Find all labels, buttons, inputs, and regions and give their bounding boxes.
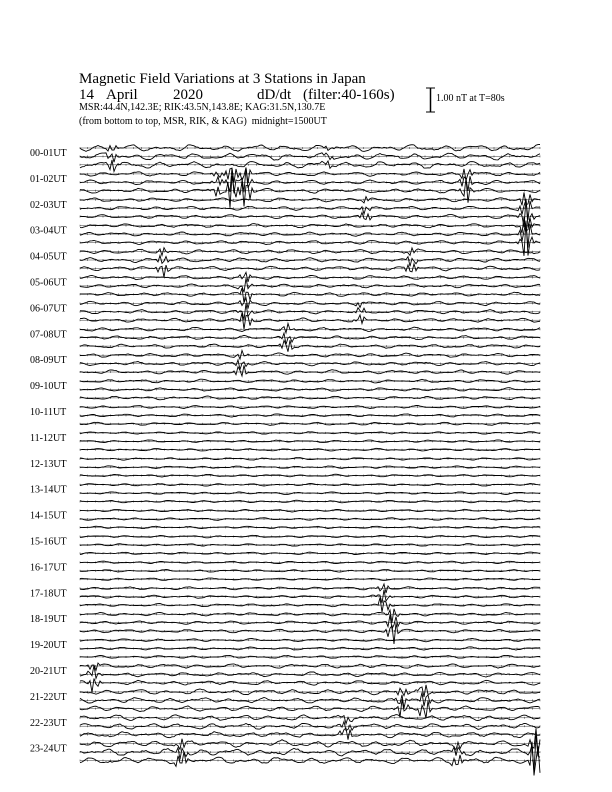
hour-row-label: 01-02UT [30, 173, 67, 185]
midnight-note: midnight=1500UT [251, 116, 327, 127]
station-trace-msr [80, 199, 540, 228]
date-year: 2020 [173, 87, 203, 103]
hour-row-label: 02-03UT [30, 199, 67, 211]
hour-row-label: 06-07UT [30, 303, 67, 315]
hour-row-label: 00-01UT [30, 148, 67, 159]
station-coordinates: MSR:44.4N,142.3E; RIK:43.5N,143.8E; KAG:31.5N,130.7E [79, 102, 326, 113]
hour-row-label: 22-23UT [30, 717, 67, 729]
quantity-label: dD/dt [257, 87, 292, 103]
station-trace-kag [80, 728, 540, 753]
hour-row-label: 23-24UT [30, 743, 67, 755]
hour-row-label: 15-16UT [30, 536, 67, 548]
station-trace-kag [80, 323, 540, 333]
hour-row-label: 10-11UT [30, 407, 67, 418]
hour-row-label: 17-18UT [30, 588, 67, 600]
station-trace-rik [80, 736, 540, 771]
chart-title: Magnetic Field Variations at 3 Stations in Japan [79, 71, 366, 87]
station-trace-msr [80, 288, 540, 303]
trace-rows [30, 145, 540, 776]
station-trace-rik [80, 153, 540, 162]
station-trace-msr [80, 365, 540, 376]
hour-row-label: 07-08UT [30, 329, 67, 341]
filter-label: (filter:40-160s) [303, 87, 395, 103]
order-note: (from bottom to top, MSR, RIK, & KAG) [79, 116, 247, 127]
station-trace-msr [80, 679, 540, 693]
station-trace-kag [80, 715, 540, 724]
hour-row-label: 03-04UT [30, 225, 67, 237]
hour-row-label: 04-05UT [30, 251, 67, 263]
hour-row-label: 09-10UT [30, 381, 67, 393]
date-month: April [106, 87, 138, 103]
hour-row-label: 19-20UT [30, 640, 67, 652]
hour-row-label: 13-14UT [30, 484, 67, 496]
hour-row-label: 05-06UT [30, 277, 67, 289]
hour-row-label: 08-09UT [30, 355, 67, 367]
station-trace-kag [80, 609, 540, 623]
station-trace-msr [80, 422, 540, 425]
station-trace-rik [80, 360, 540, 370]
scale-bar-label: 1.00 nT at T=80s [436, 93, 505, 104]
date-day: 14 [79, 87, 94, 103]
hour-row-label: 12-13UT [30, 458, 67, 470]
hour-row-label: 14-15UT [30, 510, 67, 522]
hour-row-label: 16-17UT [30, 562, 67, 574]
hour-row-label: 20-21UT [30, 666, 67, 677]
hour-row-label: 11-12UT [30, 432, 67, 444]
hour-row-label: 18-19UT [30, 614, 67, 626]
station-trace-msr [80, 742, 540, 776]
hour-row-label: 21-22UT [30, 691, 67, 703]
